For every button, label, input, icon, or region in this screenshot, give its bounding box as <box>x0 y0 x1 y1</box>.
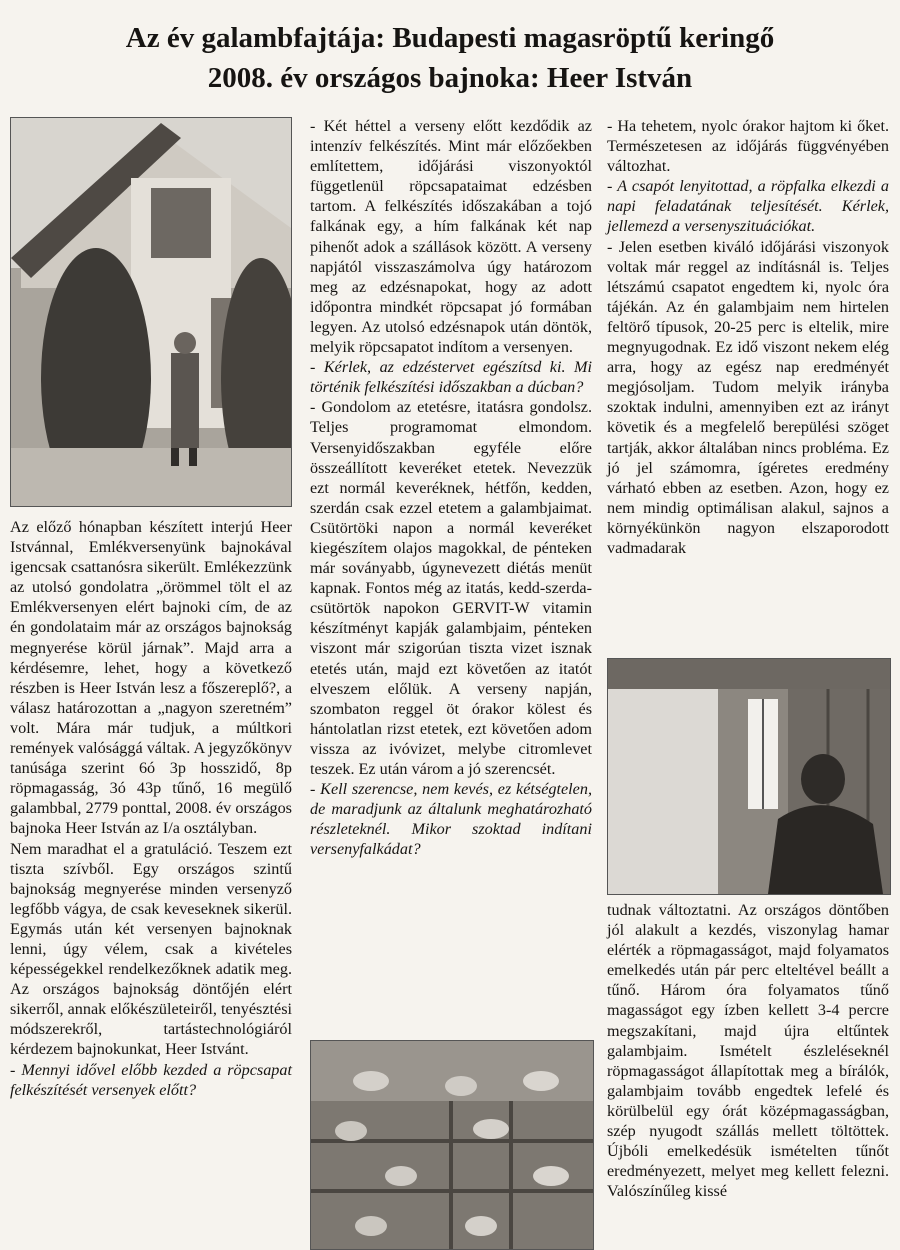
body-paragraph: tudnak változtatni. Az országos döntőben jól alakult a kezdés, viszonylag hamar elérték a röpmagasságot, majd folyamatos emelkedés után pár perc elteltével beállt a tűnő. Három óra folyamatos tűnő magasságot egy ízben kellett 3-4 percre megszakítani, majd újra eltűntek galambjaim. Ismételt észleléseknél röpmagasságot állapítottak meg a bírálók, galambjaim tovább engedtek lefelé és körülbelül egy órát középmagasságban, szép nyugodt szállás mellett töltöttek. Újbóli emelkedésük ismételten tűnőt eredményezett, melyet meg kellett felezni. Valószínűleg kissé <box>607 901 889 1201</box>
question-paragraph: - Kell szerencse, nem kevés, ez kétségtelen, de maradjunk az általunk meghatározható részleteknél. Mikor szoktad indítani versenyfalkádat? <box>310 780 592 859</box>
body-paragraph: - Két héttel a verseny előtt kezdődik az intenzív felkészítés. Mint már előzőekben említettem, időjárási viszonyoktól függetlenül röpcsapataimat edzésben tartom. A felkészítés időszakában a tojó falkának egy, a hím falkának két nap pihenőt adok a szállások között. A verseny napjától visszaszámolva úgy határozom meg az edzésnapokat, hogy az adott időpontra mindkét röpcsapat jó formában legyen. Az utolsó edzésnapok után döntök, melyik röpcsapatot indítom a versenyen. <box>310 117 592 357</box>
body-paragraph: - Ha tehetem, nyolc órakor hajtom ki őket. Természetesen az időjárás függvényében változhat. <box>607 117 889 176</box>
pigeons-photo <box>310 1040 594 1250</box>
body-paragraph: Nem maradhat el a gratuláció. Teszem ezt tiszta szívből. Egy országos szintű bajnokság megnyerése minden versenyző legfőbb vágya, de csak keveseknek sikerül. Egymás után két versenyen bajnoknak lenni, úgy vélem, csak a kivételes képességekkel rendelkezőknek adatik meg. Az országos bajnokság döntőjén elért sikerről, annak előkészületeiről, tenyésztési módszerekről, tartástechnológiáról kérdezem bajnokunkat, Heer Istvánt. <box>10 839 292 1059</box>
title-line-2: 2008. év országos bajnoka: Heer István <box>207 62 693 94</box>
title-line-1: Az év galambfajtája: Budapesti magasröptű keringő <box>125 22 775 54</box>
body-paragraph: Az előző hónapban készített interjú Heer Istvánnal, Emlékversenyünk bajnokával igencsak csattanósra sikerült. Emlékezzünk az utolsó gondolatra „örömmel tölt el az Emlékversenyen elért bajnoki cím, de az én gondolataim már az országos bajnokság megnyerése körül járnak”. Majd arra a kérdésemre, lehet, hogy a következő részben is Heer István lesz a főszereplő?, a válasz határozottan a „nagyon szeretném” volt. Mára már tudjuk, a múltkori remények valósággá váltak. A jegyzőkönyv tanúsága szerint 6ó 3p hosszidő, 8p röpmagasság, 3ó 43p tűnő, 16 megülő galambbal, 2779 ponttal, 2008. év országos bajnoka Heer István az I/a osztályban. <box>10 518 292 838</box>
column-right-bottom <box>607 900 889 1201</box>
loft-photo <box>607 658 891 895</box>
column-right-top <box>607 116 889 558</box>
house-photo <box>10 117 292 507</box>
column-middle <box>310 116 592 859</box>
body-paragraph: - Jelen esetben kiváló időjárási viszonyok voltak már reggel az indításnál is. Teljes létszámú csapatot engedtem ki, nyolc óra tájékán. Az én galambjaim nem hirtelen feltörő típusok, 20-25 perc is eltelik, mire megnyugodnak. Ez idő viszont nekem elég arra, hogy az egész nap eredményét megjósoljam. Tudom melyik irányba szoktak indulni, amennyiben ezt az irányt követik és a megfelelő berepülési szöget tartják, akkor általában nincs probléma. Ez jó jel számomra, ígéretes eredmény várható ebben az esetben. Azon, hogy ez nem mindig optimálisan alakul, sajnos a környékünkön nagyon elszaporodott vadmadarak <box>607 237 889 557</box>
question-paragraph: - Mennyi idővel előbb kezded a röpcsapat felkészítését versenyek előtt? <box>10 1060 292 1099</box>
question-paragraph: - Kérlek, az edzéstervet egészítsd ki. Mi történik felkészítési időszakban a dúcban? <box>310 358 592 397</box>
body-paragraph: - Gondolom az etetésre, itatásra gondolsz. Teljes programomat elmondom. Versenyidőszakban egyféle előre összeállított keveréket etetek. Nevezzük ezt normál keveréknek, hétfőn, kedden, szerdán csak ezzel etetem a galambjaimat. Csütörtöki napon a normál keveréket kiegészítem olajos magokkal, de pénteken már soványabb, úgynevezett diétás menüt kapnak. Fontos még az itatás, kedd-szerda-csütörtök napokon GERVIT-W vitamin készítményt kapják galambjaim, pénteken viszont már szigorúan tiszta vizet isznak etetés után, majd ezt követően az itatót elveszem előlük. A verseny napján, szombaton reggel öt órakor kölest és hántolatlan rizst etetek, ezt követően adom vissza az ivóvizet, melybe citromlevet teszek. Ez után várom a jó szerencsét. <box>310 398 592 778</box>
column-left <box>10 517 292 1100</box>
page-title <box>0 18 900 98</box>
question-paragraph: - A csapót lenyitottad, a röpfalka elkezdi a napi feladatának teljesítését. Kérlek, jellemezd a versenyszituációkat. <box>607 177 889 236</box>
